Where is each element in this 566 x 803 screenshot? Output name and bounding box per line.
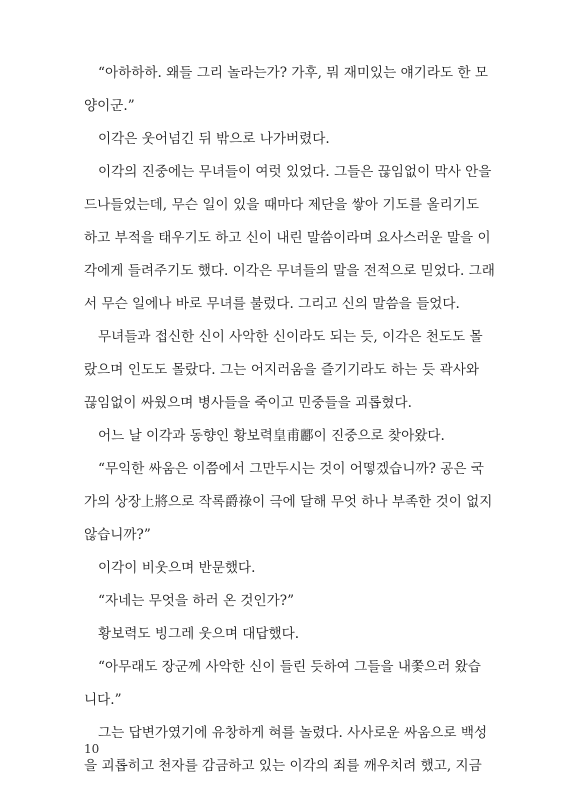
text-line: “아무래도 장군께 사악한 신이 들린 듯하여 그들을 내쫓으러 왔습 [98, 659, 481, 675]
text-line: 가의 상장上將으로 작록爵祿이 극에 달해 무엇 하나 부족한 것이 없지 [84, 494, 493, 510]
text-line: 을 괴롭히고 천자를 감금하고 있는 이각의 죄를 깨우치려 했고, 지금 [84, 758, 482, 774]
text-line: “아하하하. 왜들 그리 놀라는가? 가후, 뭐 재미있는 얘기라도 한 모 [98, 65, 489, 81]
text-line: 서 무슨 일에나 바로 무녀를 불렀다. 그리고 신의 말씀을 들었다. [84, 296, 460, 312]
page-number: 10 [84, 742, 100, 756]
text-line: 그는 답변가였기에 유창하게 혀를 놀렸다. 사사로운 싸움으로 백성 [98, 725, 488, 741]
text-line: 않습니까?” [84, 527, 151, 543]
text-line: 하고 부적을 태우기도 하고 신이 내린 말씀이라며 요사스러운 말을 이 [84, 230, 491, 246]
text-line: 랐으며 인도도 몰랐다. 그는 어지러움을 즐기기라도 하는 듯 곽사와 [84, 362, 479, 378]
text-line: 황보력도 빙그레 웃으며 대답했다. [98, 626, 300, 642]
text-line: 드나들었는데, 무슨 일이 있을 때마다 제단을 쌓아 기도를 올리기도 [84, 197, 479, 213]
text-line: 각에게 들려주기도 했다. 이각은 무녀들의 말을 전적으로 믿었다. 그래 [84, 263, 495, 279]
text-line: 끊임없이 싸웠으며 병사들을 죽이고 민중들을 괴롭혔다. [84, 395, 412, 411]
text-line: 이각의 진중에는 무녀들이 여럿 있었다. 그들은 끊임없이 막사 안을 [98, 164, 492, 180]
text-line: 무녀들과 접신한 신이 사악한 신이라도 되는 듯, 이각은 천도도 몰 [98, 329, 483, 345]
text-line: “자네는 무엇을 하러 온 것인가?” [98, 593, 295, 609]
text-line: 이각은 웃어넘긴 뒤 밖으로 나가버렸다. [98, 131, 330, 147]
text-line: “무익한 싸움은 이쯤에서 그만두시는 것이 어떻겠습니까? 공은 국 [98, 461, 484, 477]
text-line: 양이군.” [84, 98, 135, 114]
text-line: 어느 날 이각과 동향인 황보력皇甫酈이 진중으로 찾아왔다. [98, 428, 445, 444]
text-line: 이각이 비웃으며 반문했다. [98, 560, 256, 576]
text-line: 니다.” [84, 692, 122, 708]
